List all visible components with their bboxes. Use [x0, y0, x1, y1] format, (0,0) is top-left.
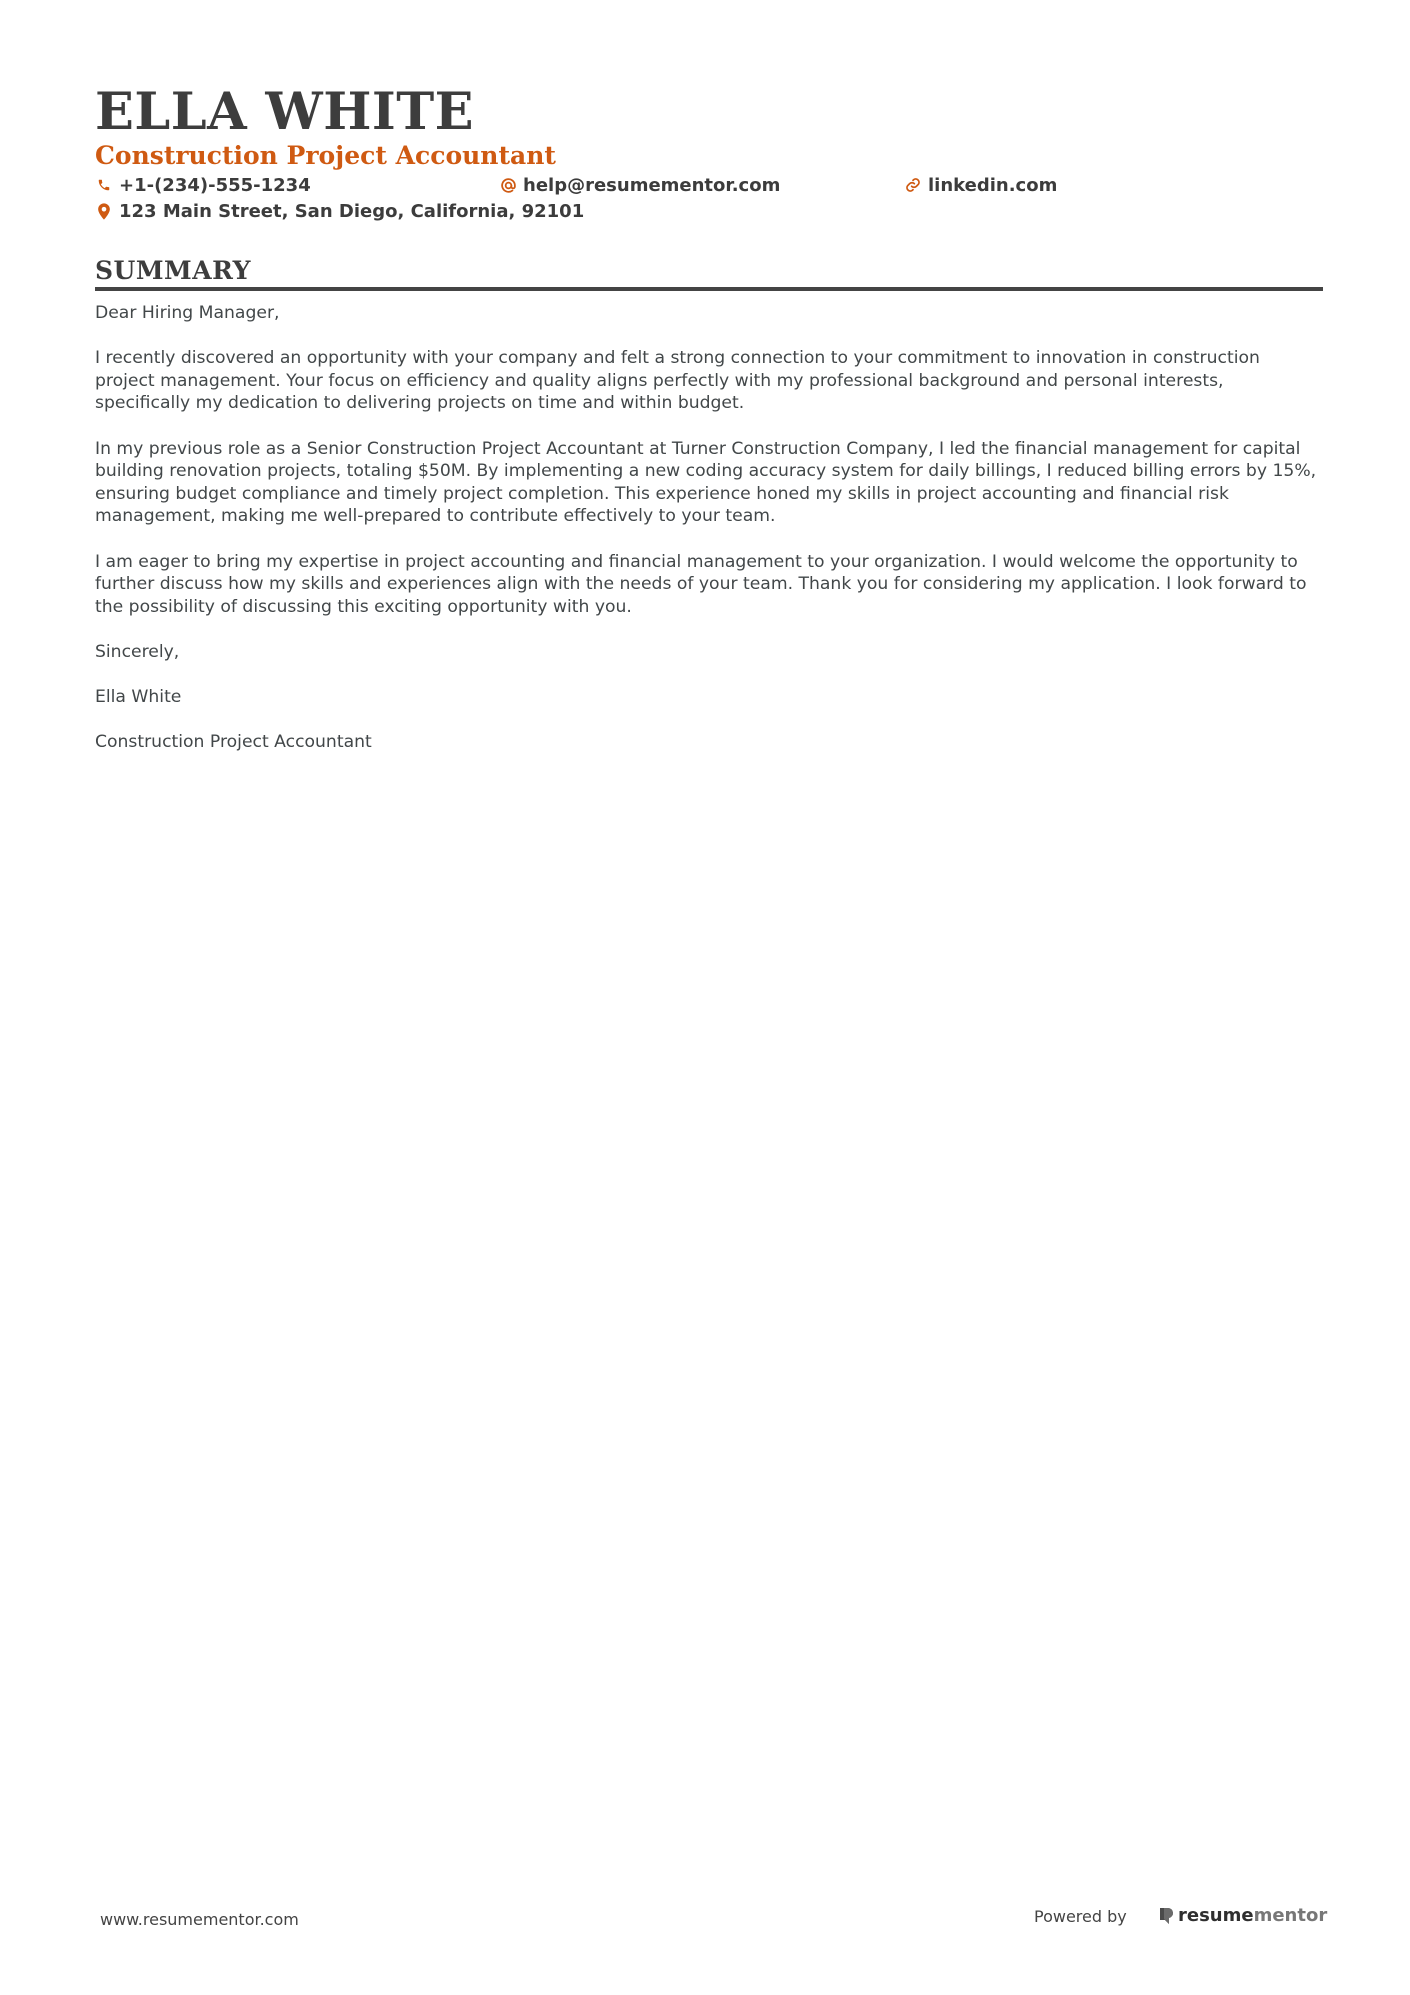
footer-url[interactable]: www.resumementor.com [100, 1910, 299, 1929]
paragraph: I am eager to bring my expertise in project accounting and financial management to your organization. I would welcome the opportunity to further discuss how my skills and experiences align with the needs of your team. Thank you for considering my application. I look forward to the possibility of discussing this exciting opportunity with you. [95, 551, 1307, 617]
link-icon [904, 176, 922, 194]
powered-by-label: Powered by [1034, 1907, 1127, 1926]
salutation: Dear Hiring Manager, [95, 303, 280, 323]
brand-logo-icon [1158, 1906, 1174, 1926]
letter-body [95, 302, 1323, 776]
contact-email[interactable] [499, 174, 780, 196]
at-icon [499, 176, 517, 194]
paragraph: In my previous role as a Senior Construction Project Accountant at Turner Construction Company, I led the financial management for capital building renovation projects, totaling $50M. By implementing a new coding accuracy system for daily billings, I reduced billing errors by 15%, ensuring budget compliance and timely project completion. This experience honed my skills in project accounting and financial risk management, making me well-prepared to contribute effectively to your team. [95, 438, 1317, 527]
section-divider [95, 287, 1323, 291]
address-text: 123 Main Street, San Diego, California, 92101 [119, 200, 585, 222]
contact-phone [95, 174, 311, 196]
brand-logo[interactable] [1158, 1905, 1327, 1926]
candidate-name: ELLA WHITE [95, 82, 475, 142]
brand-bold: resume [1178, 1905, 1254, 1926]
phone-icon [95, 176, 113, 194]
signature-name: Ella White [95, 687, 182, 708]
map-pin-icon [95, 202, 113, 220]
contact-address [95, 200, 584, 222]
brand-light: mentor [1253, 1905, 1328, 1926]
resume-page [95, 0, 1323, 1995]
signature-title: Construction Project Accountant [95, 732, 372, 753]
paragraph: I recently discovered an opportunity with your company and felt a strong connection to your commitment to innovation in construction project management. Your focus on efficiency and quality aligns perfectly with my professional background and personal interests, specifically my dedication to delivering projects on time and within budget. [95, 348, 1260, 414]
contact-linkedin[interactable] [904, 174, 1057, 196]
linkedin-link[interactable]: linkedin.com [928, 174, 1058, 196]
job-title: Construction Project Accountant [95, 141, 556, 170]
closing: Sincerely, [95, 641, 180, 662]
email-link[interactable]: help@resumementor.com [523, 174, 781, 196]
phone-text: +1-(234)-555-1234 [119, 174, 311, 196]
section-title-summary: SUMMARY [95, 256, 251, 285]
